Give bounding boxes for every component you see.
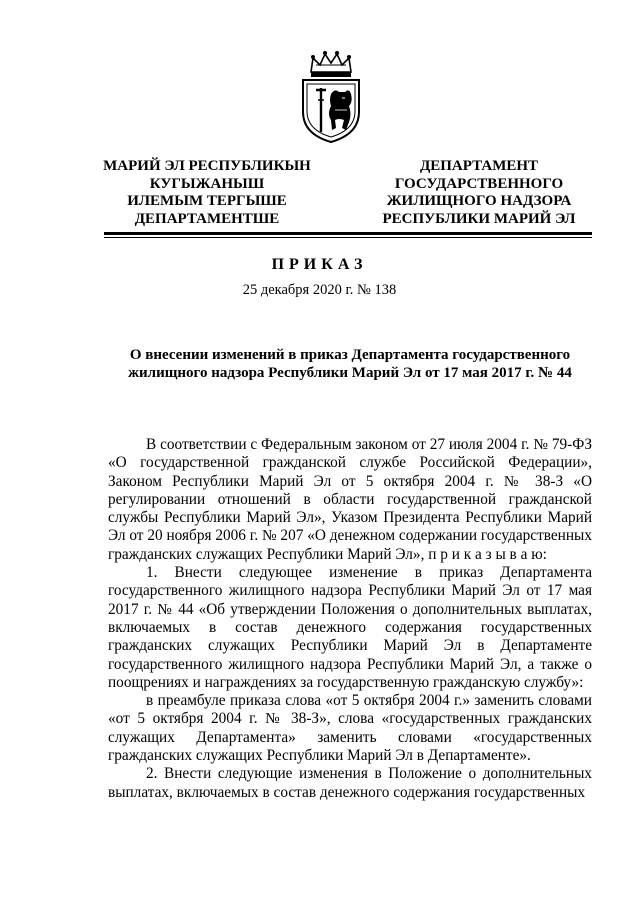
body-paragraph: В соответствии с Федеральным законом от 27 июля 2004 г. № 79-ФЗ «О государственной гражданской службе Российской Федерации», Законом Республики Марий Эл от 5 октября 2004 г. № 38-З «О регулировании отношений в области государственной гражданской службы Республики Марий Эл», Указом Президента Республики Марий Эл от 20 ноября 2006 г. № 207 «О денежном содержании государственных гражданских служащих Республики Марий Эл», п р и к а з ы в а ю:	[108, 436, 592, 563]
header-left-line: ДЕПАРТАМЕНТШЕ	[134, 210, 280, 227]
header-left-marian	[96, 158, 318, 228]
order-title: ПРИКАЗ	[271, 256, 368, 273]
coat-of-arms-icon	[289, 48, 373, 146]
header-right-line: ЖИЛИЩНОГО НАДЗОРА	[386, 193, 572, 209]
header-right-russian	[365, 158, 593, 228]
header-right-line: РЕСПУБЛИКИ МАРИЙ ЭЛ	[382, 210, 576, 227]
header-divider-thick	[104, 232, 592, 235]
body-paragraph: в преамбуле приказа слова «от 5 октября 2004 г.» заменить словами «от 5 октября 2004 г. № 38-З», слова «государственных гражданских служащих Департамента» заменить словами «государственных гражданских служащих Республики Марий Эл в Департаменте».	[108, 692, 592, 765]
header-left-line: ИЛЕМЫМ ТЕРГЫШЕ	[127, 193, 287, 209]
header-right-line: ГОСУДАРСТВЕННОГО	[394, 175, 564, 192]
order-body	[108, 436, 592, 802]
order-subject: О внесении изменений в приказ Департамента государственного жилищного надзора Республики Марий Эл от 17 мая 2017 г. № 44	[128, 347, 572, 381]
header-left-line: МАРИЙ ЭЛ РЕСПУБЛИКЫН	[103, 158, 311, 174]
header-left-line: КУГЫЖАНЫШ	[149, 175, 265, 192]
body-paragraph: 2. Внести следующие изменения в Положение о дополнительных выплатах, включаемых в состав денежного содержания государственных	[108, 765, 592, 801]
order-date-number: 25 декабря 2020 г. № 138	[242, 282, 397, 298]
header-divider-thin	[104, 237, 592, 238]
header-right-line: ДЕПАРТАМЕНТ	[419, 158, 539, 174]
body-paragraph: 1. Внести следующее изменение в приказ Департамента государственного жилищного надзора Республики Марий Эл от 17 мая 2017 г. № 44 «Об утверждении Положения о дополнительных выплатах, включаемых в состав денежного содержания государственных гражданских служащих Республики Марий Эл в Департаменте государственного жилищного надзора Республики Марий Эл, а также о поощрениях и награждениях за государственную гражданскую службу»:	[108, 564, 592, 691]
